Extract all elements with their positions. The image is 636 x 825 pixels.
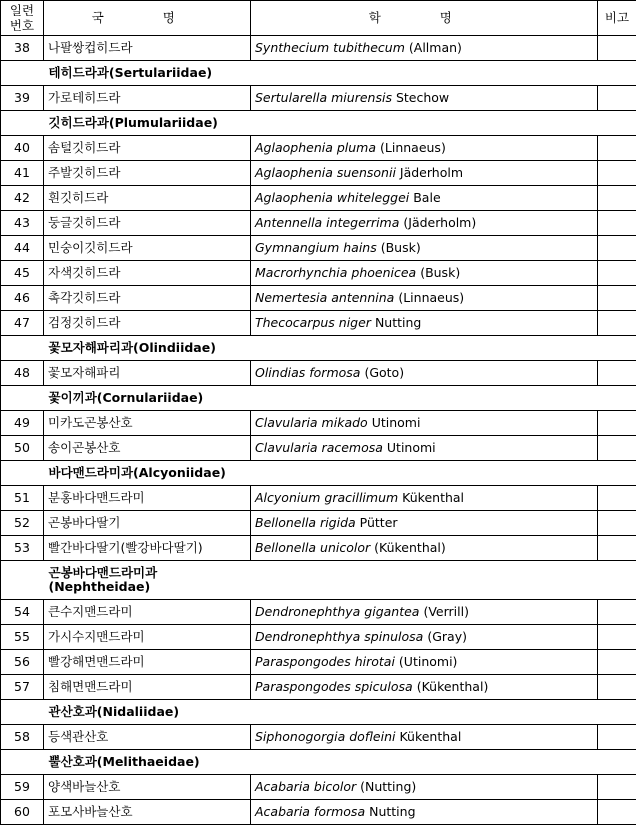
remarks — [598, 36, 636, 61]
scientific-binomial: Alcyonium gracillimum — [255, 490, 398, 505]
scientific-author: (Kükenthal) — [374, 540, 446, 555]
scientific-author: (Linnaeus) — [398, 290, 464, 305]
scientific-binomial: Sertularella miurensis — [255, 90, 392, 105]
scientific-binomial: Thecocarpus niger — [255, 315, 371, 330]
scientific-author: (Linnaeus) — [380, 140, 446, 155]
scientific-author: (Gray) — [427, 629, 467, 644]
family-row — [1, 561, 636, 600]
table-row — [1, 536, 636, 561]
korean-name: 등색관산호 — [44, 725, 251, 750]
header-scientific-name — [251, 1, 598, 36]
remarks — [598, 675, 636, 700]
korean-name: 검정깃히드라 — [44, 311, 251, 336]
scientific-author: Nutting — [375, 315, 421, 330]
table-row — [1, 286, 636, 311]
serial-number: 53 — [1, 536, 44, 561]
scientific-author: Utinomi — [387, 440, 436, 455]
scientific-name — [251, 436, 598, 461]
serial-number: 55 — [1, 625, 44, 650]
table-row — [1, 600, 636, 625]
serial-number: 43 — [1, 211, 44, 236]
remarks — [598, 536, 636, 561]
table-row — [1, 511, 636, 536]
remarks — [598, 725, 636, 750]
family-spacer — [1, 700, 44, 725]
family-label: 깃히드라과(Plumulariidae) — [44, 111, 636, 136]
family-spacer — [1, 750, 44, 775]
korean-name: 큰수지맨드라미 — [44, 600, 251, 625]
serial-number: 44 — [1, 236, 44, 261]
remarks — [598, 236, 636, 261]
family-row — [1, 386, 636, 411]
remarks — [598, 411, 636, 436]
serial-number: 57 — [1, 675, 44, 700]
family-row — [1, 336, 636, 361]
scientific-name — [251, 261, 598, 286]
family-row — [1, 750, 636, 775]
scientific-binomial: Aglaophenia pluma — [255, 140, 376, 155]
header-row — [1, 1, 636, 36]
scientific-author: (Goto) — [364, 365, 404, 380]
table-row — [1, 625, 636, 650]
scientific-binomial: Bellonella unicolor — [255, 540, 370, 555]
korean-name: 가시수지맨드라미 — [44, 625, 251, 650]
remarks — [598, 211, 636, 236]
table-row — [1, 650, 636, 675]
korean-name: 솜털깃히드라 — [44, 136, 251, 161]
scientific-author: Bale — [413, 190, 440, 205]
remarks — [598, 650, 636, 675]
scientific-name — [251, 511, 598, 536]
korean-name: 분홍바다맨드라미 — [44, 486, 251, 511]
scientific-name — [251, 486, 598, 511]
korean-name: 둥글깃히드라 — [44, 211, 251, 236]
family-row — [1, 61, 636, 86]
scientific-binomial: Siphonogorgia dofleini — [255, 729, 395, 744]
family-spacer — [1, 61, 44, 86]
header-remarks — [598, 1, 636, 36]
scientific-name — [251, 600, 598, 625]
remarks — [598, 161, 636, 186]
scientific-binomial: Paraspongodes hirotai — [255, 654, 395, 669]
scientific-name — [251, 411, 598, 436]
table-row — [1, 411, 636, 436]
korean-name: 곤봉바다딸기 — [44, 511, 251, 536]
remarks — [598, 311, 636, 336]
scientific-name — [251, 286, 598, 311]
family-spacer — [1, 386, 44, 411]
remarks — [598, 186, 636, 211]
scientific-name — [251, 236, 598, 261]
scientific-binomial: Clavularia racemosa — [255, 440, 383, 455]
scientific-binomial: Paraspongodes spiculosa — [255, 679, 413, 694]
scientific-author: Kükenthal — [399, 729, 461, 744]
scientific-author: Pütter — [360, 515, 398, 530]
family-label: 곤봉바다맨드라미과 (Nephtheidae) — [44, 561, 636, 600]
serial-number: 54 — [1, 600, 44, 625]
serial-number: 58 — [1, 725, 44, 750]
family-row — [1, 111, 636, 136]
header-serial — [1, 1, 44, 36]
table-row — [1, 261, 636, 286]
scientific-name — [251, 650, 598, 675]
table-row — [1, 86, 636, 111]
scientific-name — [251, 725, 598, 750]
scientific-name — [251, 311, 598, 336]
scientific-author: (Allman) — [409, 40, 462, 55]
scientific-binomial: Bellonella rigida — [255, 515, 356, 530]
header-remarks-text: 비고 — [605, 10, 629, 25]
serial-number: 42 — [1, 186, 44, 211]
family-row — [1, 461, 636, 486]
korean-name: 양색바늘산호 — [44, 775, 251, 800]
remarks — [598, 625, 636, 650]
remarks — [598, 486, 636, 511]
scientific-name — [251, 775, 598, 800]
serial-number: 41 — [1, 161, 44, 186]
scientific-name — [251, 186, 598, 211]
scientific-binomial: Gymnangium hains — [255, 240, 377, 255]
table-row — [1, 436, 636, 461]
scientific-name — [251, 675, 598, 700]
header-korean-name-text: 국 명 — [92, 10, 203, 25]
scientific-author: (Jäderholm) — [403, 215, 476, 230]
scientific-name — [251, 361, 598, 386]
remarks — [598, 775, 636, 800]
serial-number: 49 — [1, 411, 44, 436]
korean-name: 송이곤봉산호 — [44, 436, 251, 461]
scientific-binomial: Macrorhynchia phoenicea — [255, 265, 416, 280]
scientific-author: Stechow — [396, 90, 449, 105]
table-row — [1, 161, 636, 186]
scientific-binomial: Dendronephthya gigantea — [255, 604, 419, 619]
korean-name: 포모사바늘산호 — [44, 800, 251, 825]
header-serial-text: 일련 번호 — [10, 3, 34, 33]
korean-name: 촉각깃히드라 — [44, 286, 251, 311]
scientific-binomial: Nemertesia antennina — [255, 290, 394, 305]
family-label: 뿔산호과(Melithaeidae) — [44, 750, 636, 775]
korean-name: 주발깃히드라 — [44, 161, 251, 186]
header-scientific-name-text: 학 명 — [369, 10, 480, 25]
scientific-binomial: Dendronephthya spinulosa — [255, 629, 423, 644]
family-label: 꽃이끼과(Cornulariidae) — [44, 386, 636, 411]
scientific-author: (Busk) — [381, 240, 421, 255]
korean-name: 침해면맨드라미 — [44, 675, 251, 700]
remarks — [598, 600, 636, 625]
scientific-binomial: Acabaria formosa — [255, 804, 365, 819]
scientific-name — [251, 625, 598, 650]
serial-number: 48 — [1, 361, 44, 386]
table-row — [1, 211, 636, 236]
table-row — [1, 311, 636, 336]
serial-number: 60 — [1, 800, 44, 825]
scientific-author: (Kükenthal) — [417, 679, 489, 694]
korean-name: 빨강해면맨드라미 — [44, 650, 251, 675]
scientific-author: (Utinomi) — [399, 654, 458, 669]
table-row — [1, 775, 636, 800]
family-label: 꽃모자해파리과(Olindiidae) — [44, 336, 636, 361]
scientific-author: (Verrill) — [423, 604, 469, 619]
remarks — [598, 261, 636, 286]
table-row — [1, 675, 636, 700]
header-korean-name — [44, 1, 251, 36]
scientific-author: (Busk) — [420, 265, 460, 280]
family-label: 테히드라과(Sertulariidae) — [44, 61, 636, 86]
family-row — [1, 700, 636, 725]
table-row — [1, 725, 636, 750]
remarks — [598, 511, 636, 536]
remarks — [598, 136, 636, 161]
scientific-binomial: Olindias formosa — [255, 365, 360, 380]
scientific-binomial: Aglaophenia whiteleggei — [255, 190, 409, 205]
table-row — [1, 136, 636, 161]
serial-number: 47 — [1, 311, 44, 336]
korean-name: 자색깃히드라 — [44, 261, 251, 286]
table-row — [1, 361, 636, 386]
korean-name: 나팔쌍컵히드라 — [44, 36, 251, 61]
serial-number: 38 — [1, 36, 44, 61]
scientific-name — [251, 211, 598, 236]
table-row — [1, 486, 636, 511]
scientific-author: Jäderholm — [400, 165, 463, 180]
korean-name: 빨간바다딸기(빨강바다딸기) — [44, 536, 251, 561]
scientific-name — [251, 536, 598, 561]
scientific-name — [251, 36, 598, 61]
serial-number: 52 — [1, 511, 44, 536]
korean-name: 민숭이깃히드라 — [44, 236, 251, 261]
serial-number: 39 — [1, 86, 44, 111]
scientific-author: (Nutting) — [360, 779, 416, 794]
remarks — [598, 86, 636, 111]
korean-name: 가로테히드라 — [44, 86, 251, 111]
scientific-author: Utinomi — [372, 415, 421, 430]
scientific-name — [251, 136, 598, 161]
scientific-name — [251, 161, 598, 186]
family-spacer — [1, 561, 44, 600]
serial-number: 45 — [1, 261, 44, 286]
remarks — [598, 436, 636, 461]
table-body — [1, 36, 636, 825]
korean-name: 꽃모자해파리 — [44, 361, 251, 386]
serial-number: 59 — [1, 775, 44, 800]
remarks — [598, 286, 636, 311]
scientific-binomial: Aglaophenia suensonii — [255, 165, 396, 180]
family-spacer — [1, 336, 44, 361]
serial-number: 56 — [1, 650, 44, 675]
scientific-binomial: Antennella integerrima — [255, 215, 399, 230]
family-label: 관산호과(Nidaliidae) — [44, 700, 636, 725]
korean-name: 미카도곤봉산호 — [44, 411, 251, 436]
family-label: 바다맨드라미과(Alcyoniidae) — [44, 461, 636, 486]
scientific-binomial: Synthecium tubithecum — [255, 40, 405, 55]
scientific-name — [251, 86, 598, 111]
table-row — [1, 186, 636, 211]
scientific-author: Nutting — [369, 804, 415, 819]
remarks — [598, 361, 636, 386]
family-spacer — [1, 111, 44, 136]
scientific-binomial: Acabaria bicolor — [255, 779, 356, 794]
table-row — [1, 236, 636, 261]
scientific-binomial: Clavularia mikado — [255, 415, 368, 430]
serial-number: 50 — [1, 436, 44, 461]
table-row — [1, 36, 636, 61]
serial-number: 40 — [1, 136, 44, 161]
serial-number: 46 — [1, 286, 44, 311]
serial-number: 51 — [1, 486, 44, 511]
family-spacer — [1, 461, 44, 486]
scientific-author: Kükenthal — [402, 490, 464, 505]
korean-name: 흰깃히드라 — [44, 186, 251, 211]
